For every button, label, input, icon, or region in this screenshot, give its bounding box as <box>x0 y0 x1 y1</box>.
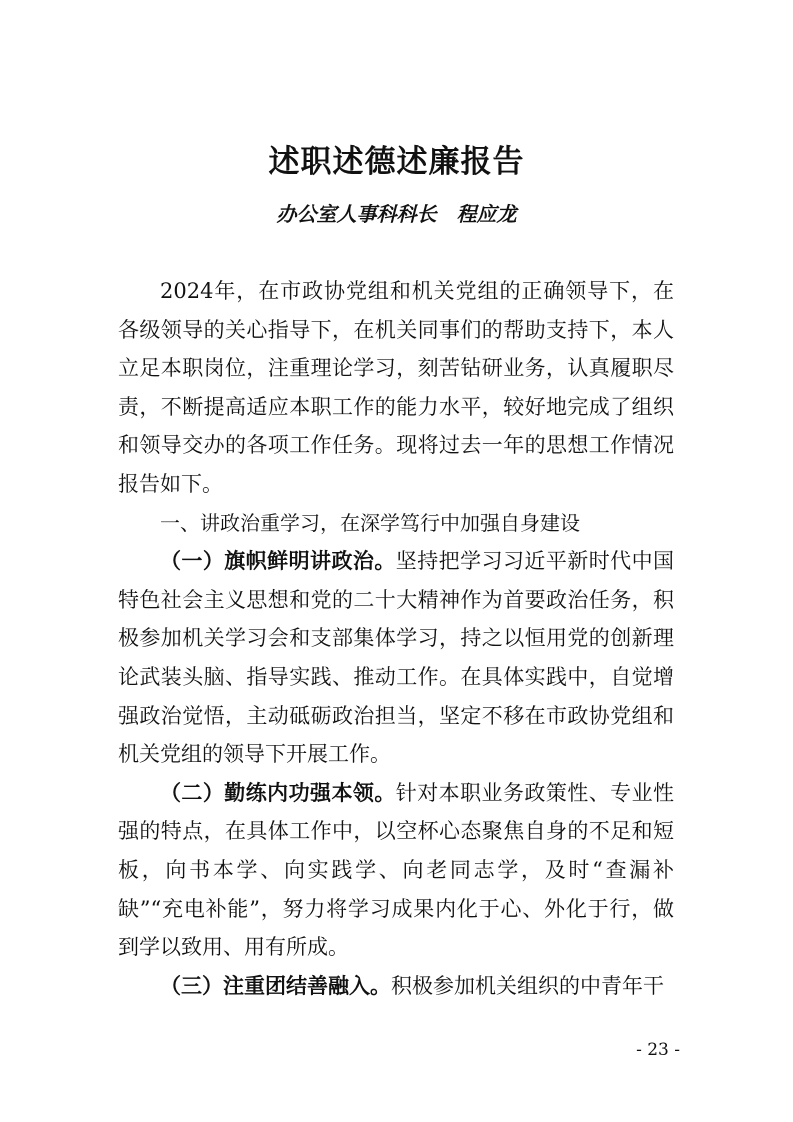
author-line <box>0 198 793 230</box>
item-text-3: 积极参加机关组织的中青年干 <box>391 973 664 998</box>
author-role: 办公室人事科科长 <box>276 202 437 226</box>
item-text-1: 坚持把学习习近平新时代中国特色社会主义思想和党的二十大精神作为首要政治任务，积极参加机关学习会和支部集体学习，持之以恒用党的创新理论武装头脑、指导实践、推动工作。在具体实践中，自觉增强政治觉悟，主动砥砺政治担当，坚定不移在市政协党组和机关党组的领导下开展工作。 <box>118 549 675 767</box>
item-lead-1: （一）旗帜鲜明讲政治。 <box>160 549 396 574</box>
section-heading: 一、讲政治重学习，在深学笃行中加强自身建设 <box>160 510 580 535</box>
item-lead-3: （三）注重团结善融入。 <box>160 973 391 998</box>
item-paragraph-3 <box>118 967 674 1006</box>
document-title: 述职述德述廉报告 <box>268 144 525 180</box>
item-text-2: 针对本职业务政策性、专业性强的特点，在具体工作中，以空杯心态聚焦自身的不足和短板，向书本学、向实践学、向老同志学，及时“查漏补缺”“充电补能”，努力将学习成果内化于心、外化于行，做到学以致用、用有所成。 <box>118 780 675 960</box>
page-number: - 23 - <box>636 1040 680 1060</box>
intro-paragraph: 2024年，在市政协党组和机关党组的正确领导下，在各级领导的关心指导下，在机关同事们的帮助支持下，本人立足本职岗位，注重理论学习，刻苦钻研业务，认真履职尽责，不断提高适应本职工作的能力水平，较好地完成了组织和领导交办的各项工作任务。现将过去一年的思想工作情况报告如下。 <box>118 279 674 496</box>
item-lead-2: （二）勤练内功强本领。 <box>160 780 396 805</box>
author-name: 程应龙 <box>456 202 517 226</box>
document-body <box>118 272 674 1005</box>
item-paragraph-1 <box>118 542 674 774</box>
item-paragraph-2 <box>118 774 674 967</box>
